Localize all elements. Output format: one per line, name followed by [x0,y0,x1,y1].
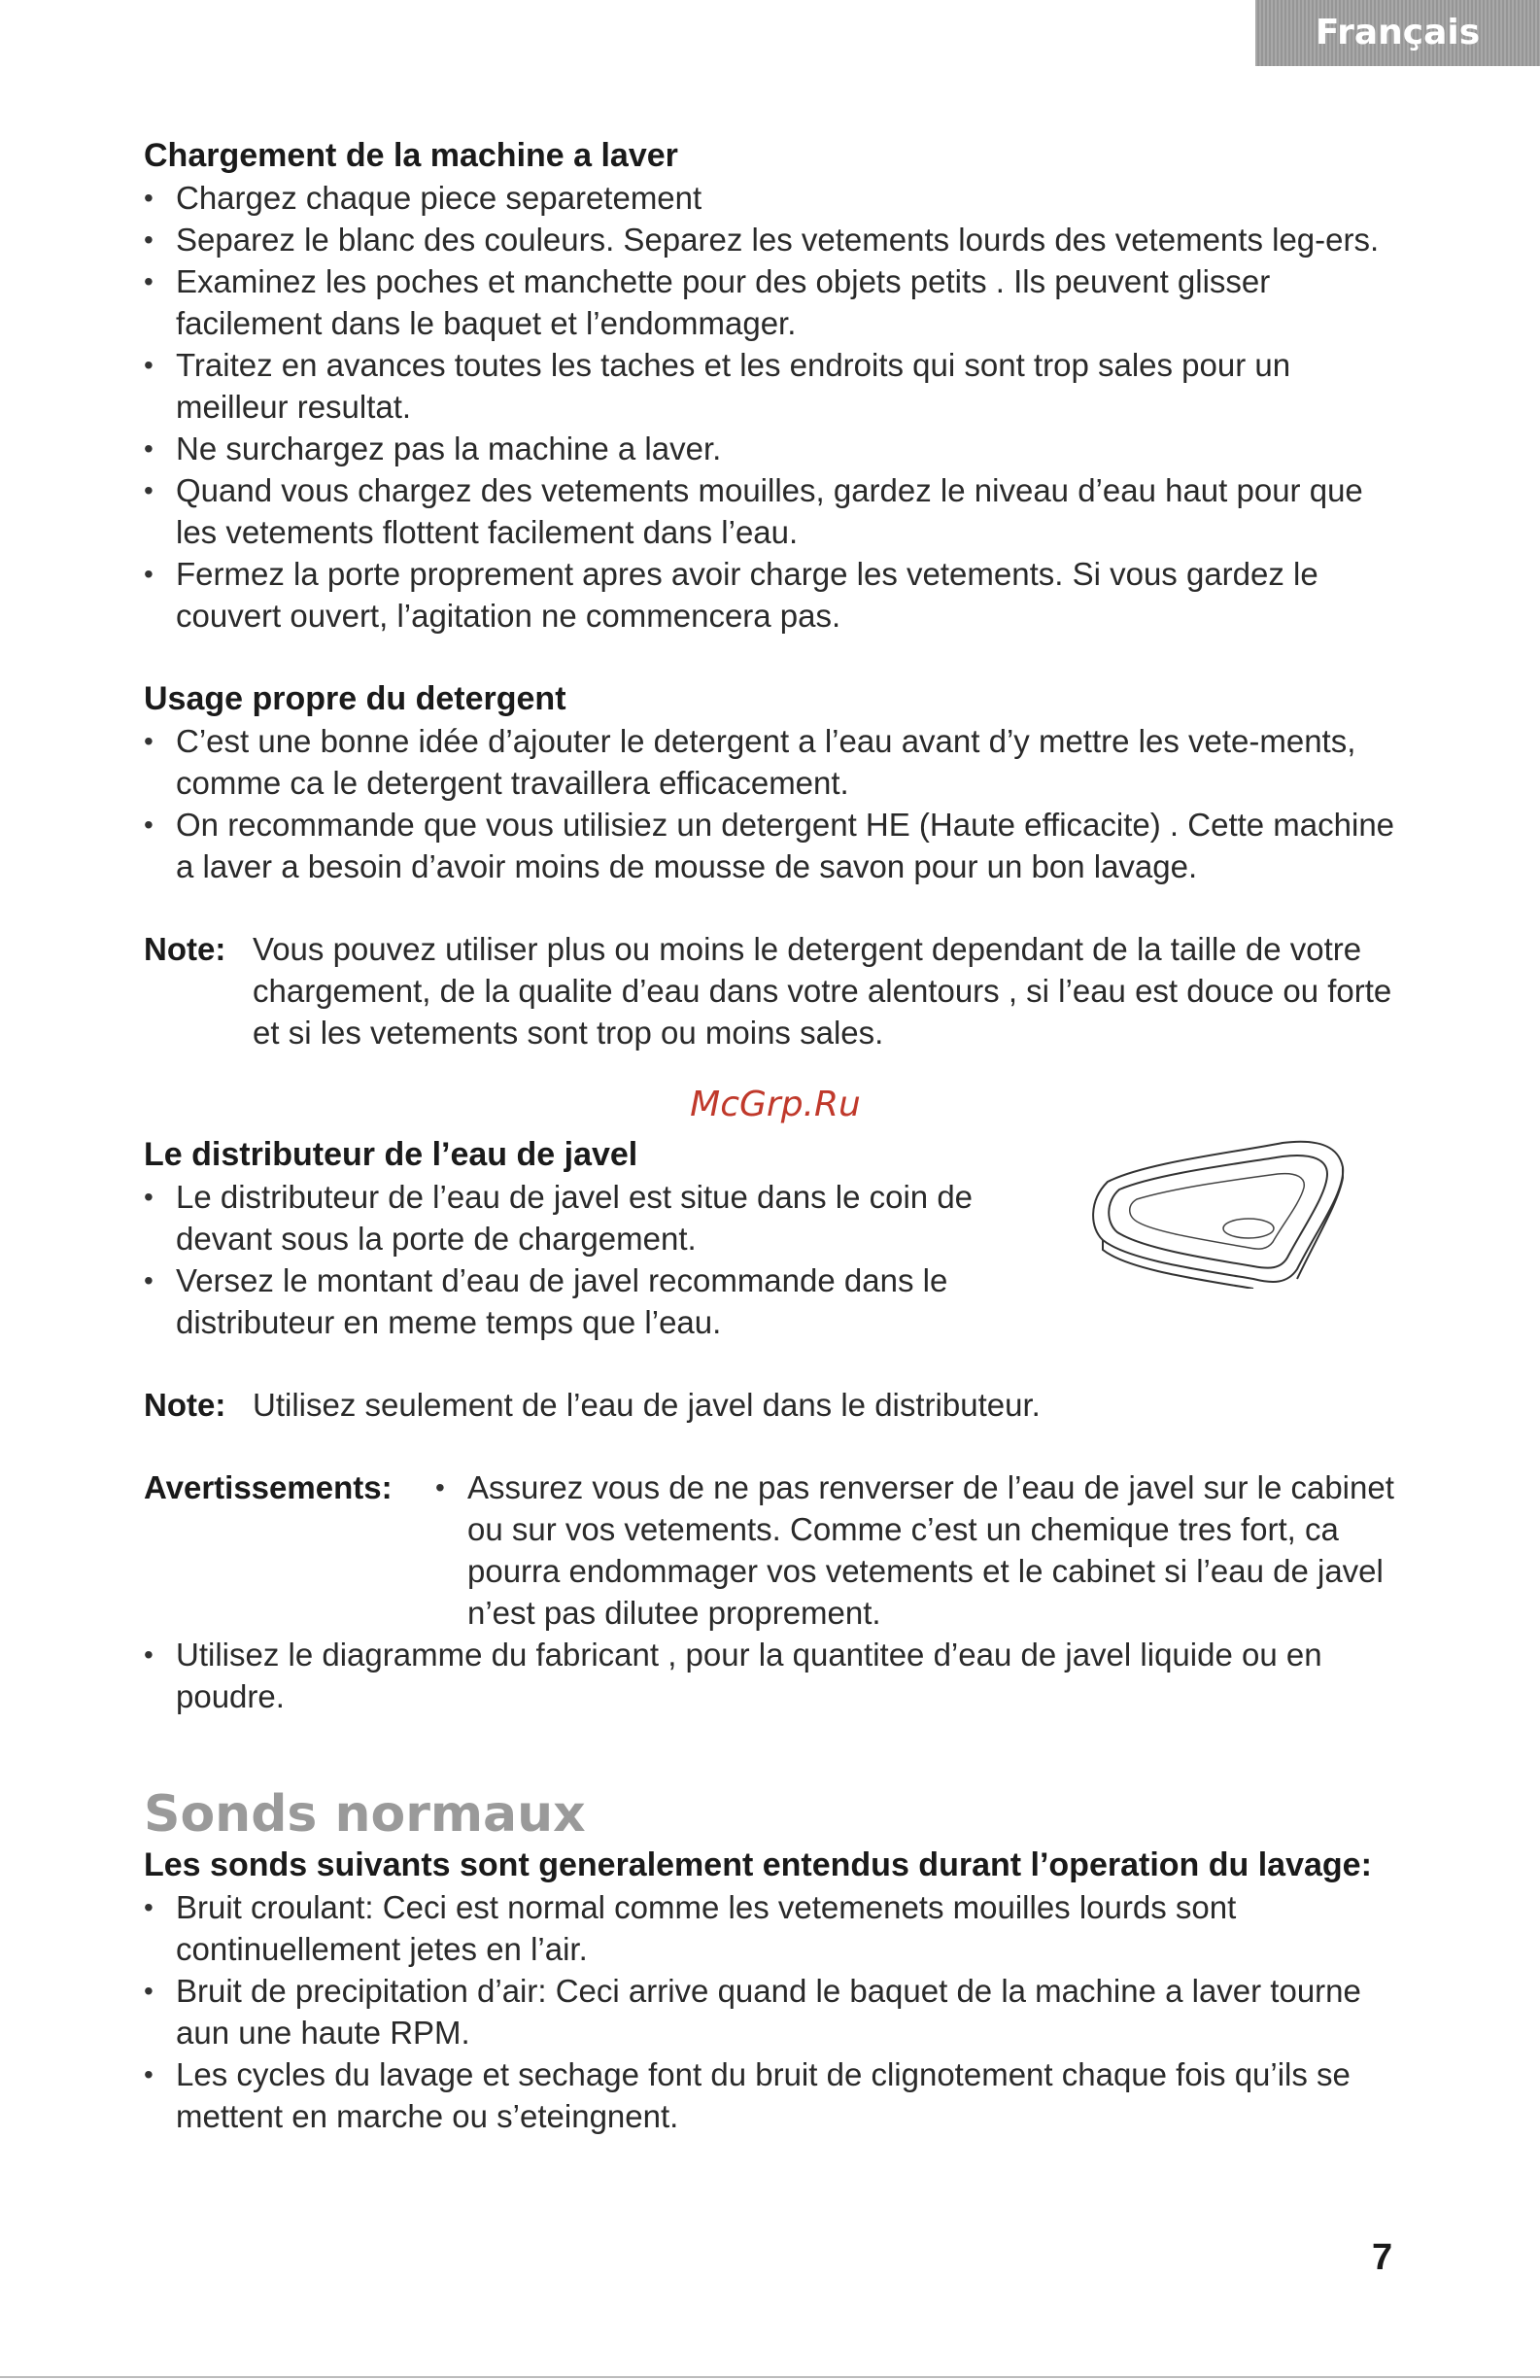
list-item: • Utilisez le diagramme du fabricant , pour la quantitee d’eau de javel liquide ou en poudre. [144,1634,1407,1717]
bleach-section [144,1133,1407,1343]
warnings-block [144,1466,1407,1634]
list-item: • On recommande que vous utilisiez un detergent HE (Haute efficacite) . Cette machine a laver a besoin d’avoir moins de mousse de savon pour un bon lavage. [144,804,1407,887]
detergent-note [144,928,1407,1053]
note-label: Note: [144,931,226,967]
list-item: • Bruit de precipitation d’air: Ceci arrive quand le baquet de la machine a laver tourne aun une haute RPM. [144,1970,1407,2053]
list-item: • Le distributeur de l’eau de javel est situe dans le coin de devant sous la porte de chargement. [144,1176,1057,1259]
list-item: • Quand vous chargez des vetements mouilles, gardez le niveau d’eau haut pour que les vetements flottent facilement dans l’eau. [144,469,1407,553]
list-item: • C’est une bonne idée d’ajouter le detergent a l’eau avant d’y mettre les vete-ments, comme ca le detergent travaillera efficacement. [144,720,1407,804]
watermark: McGrp.Ru [690,1085,861,1124]
page-number: 7 [1372,2237,1393,2278]
detergent-list [144,720,1407,887]
list-item: • Traitez en avances toutes les taches et les endroits qui sont trop sales pour un meilleur resultat. [144,344,1407,428]
sounds-list [144,1886,1407,2137]
bleach-text [144,1133,1057,1343]
sounds-subheading: Les sonds suivants sont generalement entendus durant l’operation du lavage: [144,1846,1372,1883]
note-text: Vous pouvez utiliser plus ou moins le detergent dependant de la taille de votre chargement, de la qualite d’eau dans votre alentours , si l’eau est douce ou forte et si les vetements sont trop ou moins sales. [253,931,1392,1051]
list-item: • Les cycles du lavage et sechage font du bruit de clignotement chaque fois qu’ils se mettent en marche ou s’eteingnent. [144,2053,1407,2137]
bleach-note [144,1384,1407,1426]
loading-section [144,134,1407,637]
detergent-heading: Usage propre du detergent [144,680,566,717]
sounds-title: Sonds normaux [144,1785,586,1844]
warnings-list [144,1634,1407,1717]
list-item: • Separez le blanc des couleurs. Separez les vetements lourds des vetements leg-ers. [144,219,1407,260]
warnings-label: Avertissements: [144,1469,393,1505]
bleach-list [144,1176,1057,1343]
bleach-heading: Le distributeur de l’eau de javel [144,1136,638,1173]
list-item: • Chargez chaque piece separetement [144,177,1407,219]
bottom-rule [0,2376,1540,2378]
loading-heading: Chargement de la machine a laver [144,137,678,174]
list-item: • Bruit croulant: Ceci est normal comme les vetemenets mouilles lourds sont continuellement jetes en l’air. [144,1886,1407,1970]
list-item: • Fermez la porte proprement apres avoir charge les vetements. Si vous gardez le couvert ouvert, l’agitation ne commencera pas. [144,553,1407,637]
loading-list [144,177,1407,637]
page-content [144,134,1407,2137]
warning-item: • Assurez vous de ne pas renverser de l’eau de javel sur le cabinet ou sur vos vetements. Comme c’est un chemique tres fort, ca pourra endommager vos vetements et le cabinet si l’eau de javel n’est pas dilutee proprement. [435,1466,1407,1634]
list-item: • Versez le montant d’eau de javel recommande dans le distributeur en meme temps que l’eau. [144,1259,1057,1343]
detergent-section [144,677,1407,887]
bleach-dispenser-illustration [1088,1123,1351,1289]
note-label: Note: [144,1387,226,1423]
note-text: Utilisez seulement de l’eau de javel dans le distributeur. [253,1387,1041,1423]
list-item: • Examinez les poches et manchette pour des objets petits . Ils peuvent glisser facilement dans le baquet et l’endommager. [144,260,1407,344]
language-tab: Français [1255,0,1540,66]
list-item: • Ne surchargez pas la machine a laver. [144,428,1407,469]
